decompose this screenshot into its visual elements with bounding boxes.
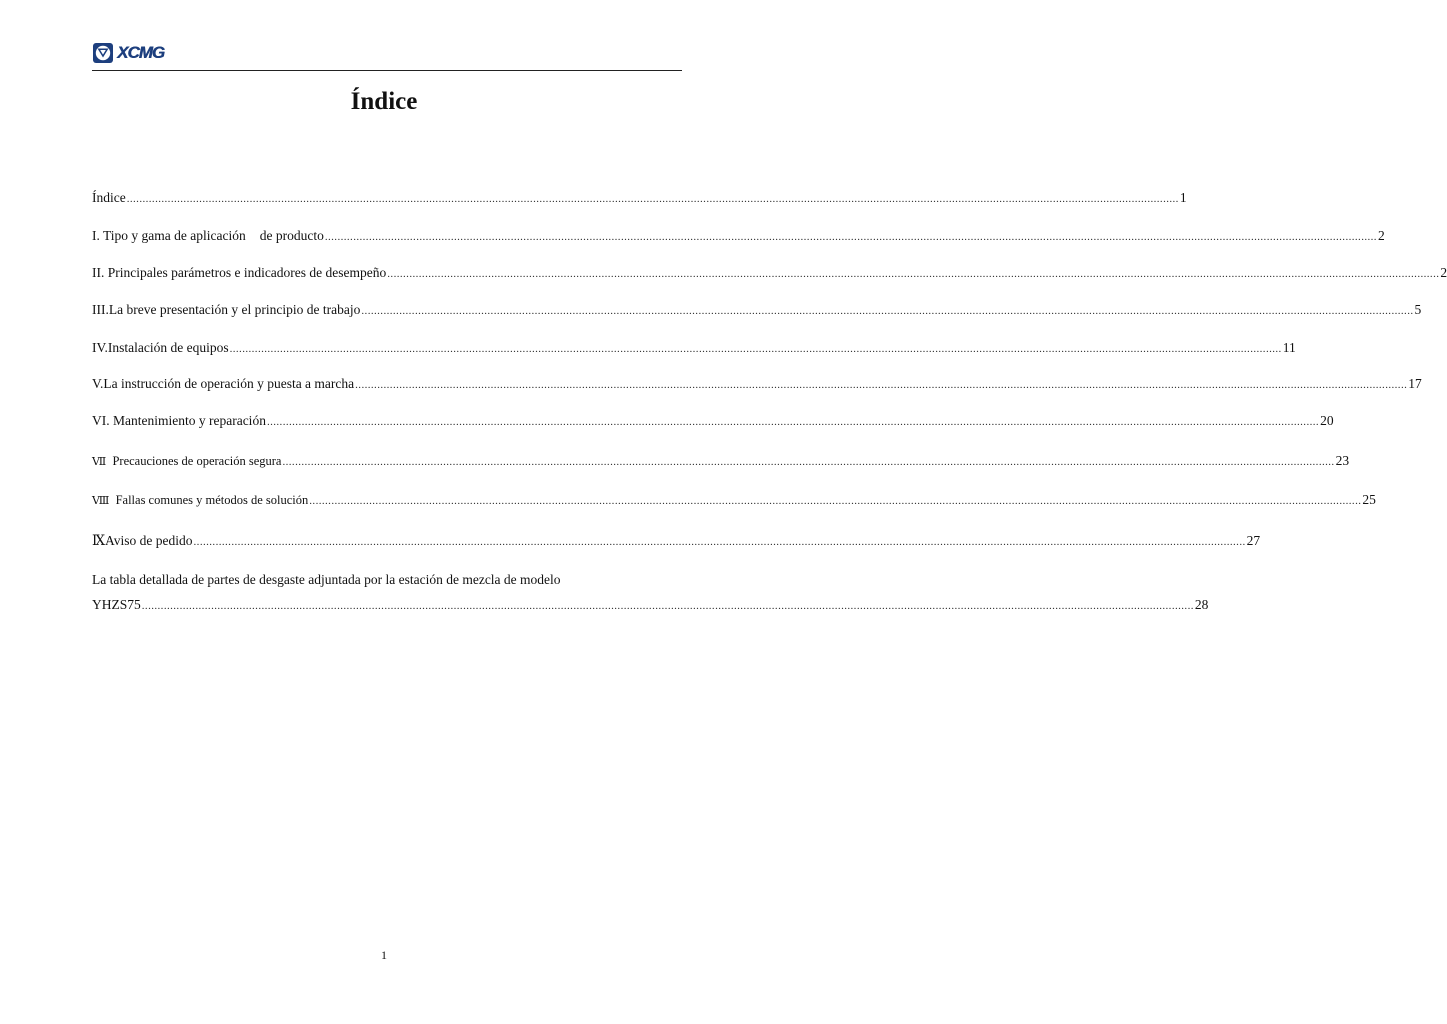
dot-leader: .............................................................................................................................................................................................................................................................................................................................................. (355, 379, 1408, 391)
toc-entry-4[interactable] (92, 338, 1296, 358)
page-title: Índice (350, 88, 418, 115)
dot-leader: .............................................................................................................................................................................................................................................................................................................................................. (229, 343, 1282, 355)
toc-entry-label: III.La breve presentación y el principio de trabajo (92, 302, 361, 317)
toc-entry-8[interactable] (92, 490, 1376, 510)
toc-entry-1[interactable] (92, 226, 1385, 246)
toc-entry-page: 2 (1377, 228, 1385, 243)
toc-entry-2[interactable] (92, 263, 1447, 283)
toc-entry-page: 11 (1282, 340, 1296, 355)
toc-entry-label: V.La instrucción de operación y puesta a marcha (92, 376, 355, 391)
toc-entry-label: YHZS75 (92, 597, 141, 612)
dot-leader: .............................................................................................................................................................................................................................................................................................................................................. (193, 536, 1246, 548)
toc-entry-9[interactable] (92, 531, 1261, 551)
toc-entry-label: Ⅷ Fallas comunes y métodos de solución (92, 493, 309, 507)
toc-entry-label: ⅨAviso de pedido (92, 533, 193, 548)
toc-entry-label: VI. Mantenimiento y reparación (92, 413, 266, 428)
dot-leader: .............................................................................................................................................................................................................................................................................................................................................. (309, 495, 1362, 507)
toc-entry-indice[interactable] (92, 188, 1187, 208)
toc-entry-label: I. Tipo y gama de aplicación de producto (92, 228, 324, 243)
toc-entry-page: 23 (1335, 453, 1350, 468)
toc-entry-page: 20 (1320, 413, 1334, 428)
toc-entry-7[interactable] (92, 451, 1350, 471)
toc-entry-page: 1 (1179, 190, 1187, 205)
toc-entry-page: 2 (1440, 265, 1447, 280)
toc-entry-page: 28 (1194, 597, 1209, 612)
toc-entry-label: Índice (92, 190, 126, 205)
toc-entry-page: 17 (1408, 376, 1422, 391)
toc-entry-label: II. Principales parámetros e indicadores de desempeño (92, 265, 387, 280)
toc-entry-page: 27 (1246, 533, 1261, 548)
toc-entry-page: 5 (1414, 302, 1422, 317)
dot-leader: .............................................................................................................................................................................................................................................................................................................................................. (126, 193, 1179, 205)
dot-leader: .............................................................................................................................................................................................................................................................................................................................................. (141, 600, 1194, 612)
toc-entry-6[interactable] (92, 411, 1334, 431)
page-number: 1 (381, 948, 387, 962)
dot-leader: .............................................................................................................................................................................................................................................................................................................................................. (361, 305, 1414, 317)
xcmg-logo (92, 40, 164, 66)
dot-leader: .............................................................................................................................................................................................................................................................................................................................................. (387, 268, 1440, 280)
page-header (92, 40, 682, 71)
xcmg-emblem-icon (92, 42, 114, 64)
brand-name: XCMG (117, 43, 164, 62)
toc-entry-3[interactable] (92, 300, 1422, 320)
dot-leader: .............................................................................................................................................................................................................................................................................................................................................. (324, 231, 1377, 243)
toc-entry-10[interactable] (92, 595, 1209, 615)
toc-entry-label: Ⅶ Precauciones de operación segura (92, 454, 282, 468)
dot-leader: .............................................................................................................................................................................................................................................................................................................................................. (282, 456, 1335, 468)
dot-leader: .............................................................................................................................................................................................................................................................................................................................................. (266, 416, 1320, 428)
toc-entry-page: 25 (1362, 492, 1376, 507)
toc-entry-label: IV.Instalación de equipos (92, 340, 229, 355)
toc-entry-10-line1: La tabla detallada de partes de desgaste adjuntada por la estación de mezcla de modelo (92, 572, 561, 587)
toc-entry-5[interactable] (92, 374, 1422, 394)
